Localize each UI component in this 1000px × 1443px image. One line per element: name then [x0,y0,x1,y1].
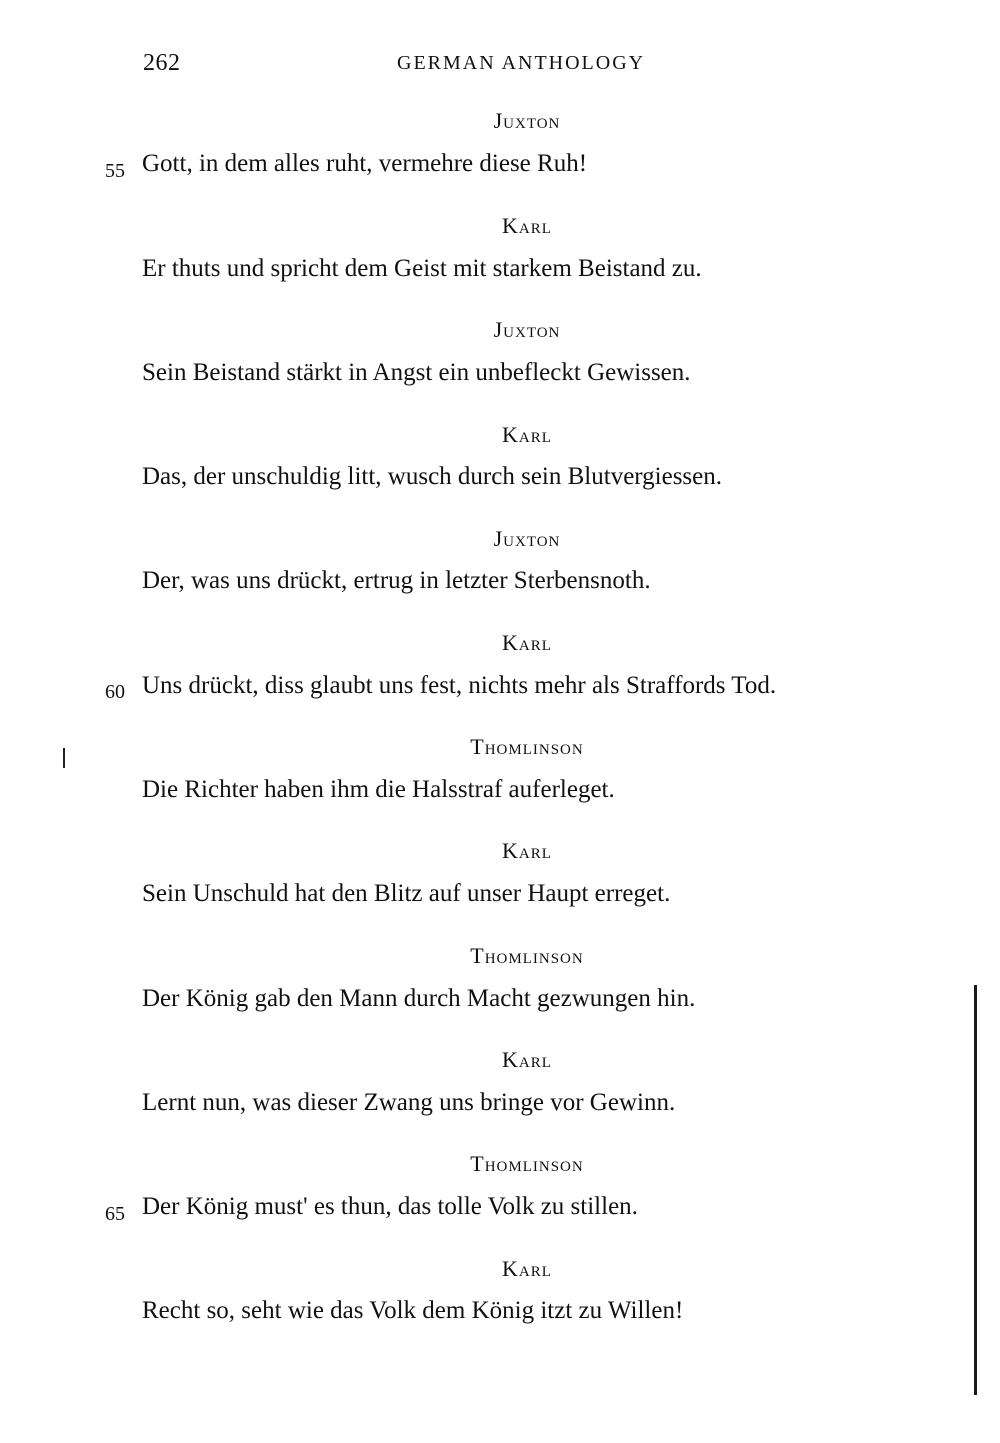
speaker-heading: Juxton [493,317,561,342]
speaker-heading: Karl [502,422,552,447]
page-number: 262 [143,50,181,76]
speaker-heading: Karl [502,1047,552,1072]
line-number: 60 [105,681,125,703]
verse-line: Gott, in dem alles ruht, vermehre diese Ruh! [142,150,588,177]
verse-line: Der König must' es thun, das tolle Volk zu stillen. [142,1193,638,1220]
scan-edge-line [974,985,977,1395]
speaker-heading: Thomlinson [470,1151,584,1176]
verse-line: Der König gab den Mann durch Macht gezwungen hin. [142,985,696,1012]
speaker-heading: Karl [502,838,552,863]
verse-line: Sein Unschuld hat den Blitz auf unser Haupt erreget. [142,880,671,907]
verse-line: Uns drückt, diss glaubt uns fest, nichts mehr als Straffords Tod. [142,672,777,699]
speaker-heading: Thomlinson [470,943,584,968]
verse-line: Sein Beistand stärkt in Angst ein unbefleckt Gewissen. [142,359,691,386]
speaker-heading: Karl [502,630,552,655]
verse-line: Die Richter haben ihm die Halsstraf auferleget. [142,776,615,803]
verse-line: Lernt nun, was dieser Zwang uns bringe vor Gewinn. [142,1089,676,1116]
running-title: GERMAN ANTHOLOGY [397,52,646,74]
speaker-heading: Juxton [493,108,561,133]
speaker-heading: Karl [502,213,552,238]
line-number: 55 [105,160,125,182]
verse-line: Recht so, seht wie das Volk dem König itzt zu Willen! [142,1297,684,1324]
verse-line: Er thuts und spricht dem Geist mit starkem Beistand zu. [142,255,702,282]
speaker-heading: Karl [502,1256,552,1281]
line-number: 65 [105,1203,125,1225]
speaker-heading: Juxton [493,526,561,551]
verse-line: Der, was uns drückt, ertrug in letzter Sterbensnoth. [142,567,651,594]
verse-line: Das, der unschuldig litt, wusch durch sein Blutvergiessen. [142,463,723,490]
speaker-heading: Thomlinson [470,734,584,759]
